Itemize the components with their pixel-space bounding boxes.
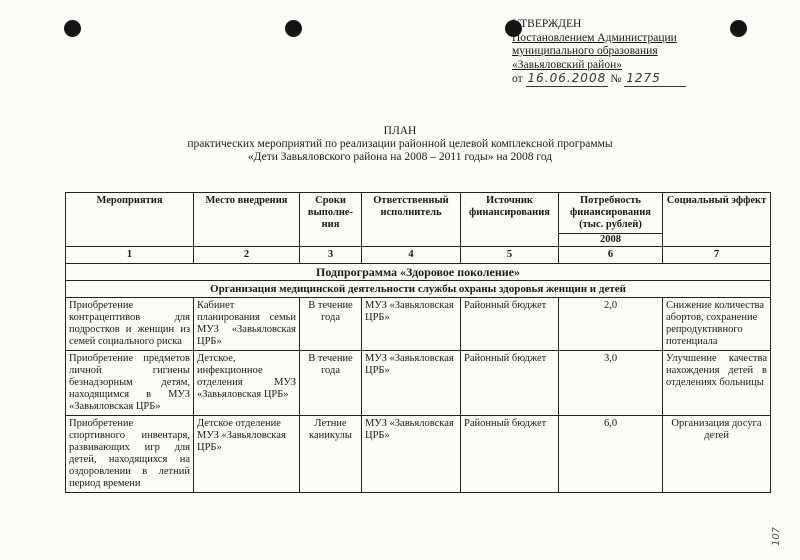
col-header-source: Источник финансирования: [461, 193, 559, 247]
col-header-terms: Сроки выполне-ния: [300, 193, 362, 247]
cell-effect: Организация досуга детей: [663, 416, 771, 493]
approval-block: [512, 18, 686, 87]
column-number: 3: [300, 247, 362, 264]
col-header-responsible: Ответственный исполнитель: [362, 193, 461, 247]
cell-source: Районный бюджет: [461, 298, 559, 351]
plan-heading: [0, 125, 800, 164]
cell-effect: Улучшение качества нахождения детей в отделениях больницы: [663, 351, 771, 416]
column-number: 5: [461, 247, 559, 264]
section-title: Организация медицинской деятельности службы охраны здоровья женщин и детей: [66, 281, 771, 298]
binder-hole: [64, 20, 81, 37]
binder-hole: [730, 20, 747, 37]
cell-term: В течение года: [300, 351, 362, 416]
cell-measure: Приобретение спортивного инвентаря, развивающих игр для детей, находящихся на оздоровлении в летний период времени: [66, 416, 194, 493]
cell-amount: 2,0: [559, 298, 663, 351]
plan-subtitle: практических мероприятий по реализации районной целевой комплексной программы: [187, 138, 613, 150]
cell-term: Летние каникулы: [300, 416, 362, 493]
table-row: [66, 416, 771, 493]
number-prefix: №: [610, 73, 622, 85]
header-row: [66, 193, 771, 234]
cell-responsible: МУЗ «Завьяловская ЦРБ»: [362, 416, 461, 493]
column-number: 1: [66, 247, 194, 264]
table-row: [66, 351, 771, 416]
approval-line: «Завьяловский район»: [512, 58, 622, 71]
column-number-row: [66, 247, 771, 264]
col-header-year: 2008: [559, 234, 663, 247]
col-header-effect: Социальный эффект: [663, 193, 771, 247]
binder-hole: [285, 20, 302, 37]
subprogram-title: Подпрограмма «Здоровое поколение»: [66, 264, 771, 281]
plan-subtitle: «Дети Завьяловского района на 2008 – 2011 годы» на 2008 год: [247, 151, 553, 163]
column-number: 6: [559, 247, 663, 264]
column-number: 2: [194, 247, 300, 264]
subprogram-row: [66, 264, 771, 281]
cell-place: Детское, инфекционное отделения МУЗ «Завьяловская ЦРБ»: [194, 351, 300, 416]
cell-place: Кабинет планирования семьи МУЗ «Завьяловская ЦРБ»: [194, 298, 300, 351]
approval-line: муниципального образования: [512, 45, 658, 57]
cell-source: Районный бюджет: [461, 416, 559, 493]
approval-date-line: [512, 72, 686, 87]
cell-measure: Приобретение предметов личной гигиены безнадзорным детям, находящимся в МУЗ «Завьяловская ЦРБ»: [66, 351, 194, 416]
cell-effect: Снижение количества абортов, сохранение репродуктивного потенциала: [663, 298, 771, 351]
plan-title: ПЛАН: [383, 125, 417, 137]
cell-term: В течение года: [300, 298, 362, 351]
cell-source: Районный бюджет: [461, 351, 559, 416]
col-header-place: Место внедрения: [194, 193, 300, 247]
column-number: 7: [663, 247, 771, 264]
handwritten-margin-note: 107: [770, 526, 782, 547]
col-header-measures: Мероприятия: [66, 193, 194, 247]
column-number: 4: [362, 247, 461, 264]
section-row: [66, 281, 771, 298]
cell-amount: 6,0: [559, 416, 663, 493]
cell-amount: 3,0: [559, 351, 663, 416]
approval-line: Постановлением Администрации: [512, 31, 677, 44]
cell-responsible: МУЗ «Завьяловская ЦРБ»: [362, 351, 461, 416]
cell-measure: Приобретение контрацептивов для подростков и женщин из семей социального риска: [66, 298, 194, 351]
table-row: [66, 298, 771, 351]
cell-place: Детское отделение МУЗ «Завьяловская ЦРБ»: [194, 416, 300, 493]
date-prefix: от: [512, 73, 523, 85]
col-header-need: Потребность финансирования (тыс. рублей): [559, 193, 663, 234]
handwritten-date: 16.06.2008: [527, 71, 607, 85]
plan-table: [65, 192, 771, 493]
handwritten-number: 1275: [624, 72, 686, 87]
cell-responsible: МУЗ «Завьяловская ЦРБ»: [362, 298, 461, 351]
approval-title: УТВЕРЖДЕН: [512, 18, 582, 30]
